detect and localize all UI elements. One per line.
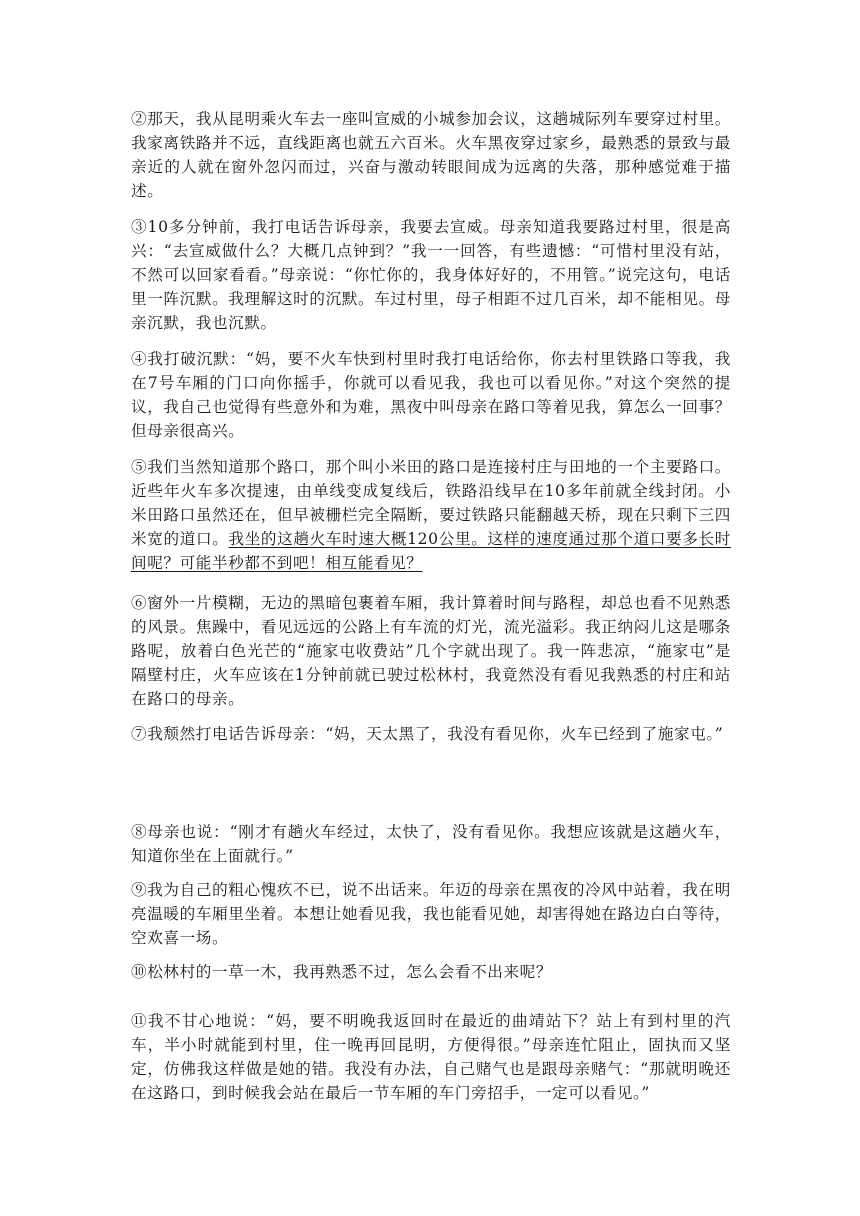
paragraph-10 [131, 960, 731, 984]
paragraph-9-text: ⑨我为自己的粗心愧疚不已，说不出话来。年迈的母亲在黑夜的冷风中站着，我在明亮温暖的车厢里坐着。本想让她看见我，我也能看见她，却害得她在路边白白等待，空欢喜一场。 [131, 881, 731, 947]
paragraph-8-text: ⑧母亲也说：“刚才有趟火车经过，太快了，没有看见你。我想应该就是这趟火车，知道你坐在上面就行。” [131, 823, 731, 865]
paragraph-7 [131, 722, 731, 746]
paragraph-6-text: ⑥窗外一片模糊，无边的黑暗包裹着车厢，我计算着时间与路程，却总也看不见熟悉的风景。焦躁中，看见远远的公路上有车流的灯光，流光溢彩。我正纳闷儿这是哪条路呢，放着白色光芒的“施家屯收费站”几个字就出现了。我一阵悲凉，“施家屯”是隔壁村庄，火车应该在1分钟前就已驶过松林村，我竟然没有看见我熟悉的村庄和站在路口的母亲。 [131, 594, 731, 708]
paragraph-2 [131, 107, 731, 203]
paragraph-4-text: ④我打破沉默：“妈，要不火车快到村里时我打电话给你，你去村里铁路口等我，我在7号车厢的门口向你摇手，你就可以看见我，我也可以看见你。”对这个突然的提议，我自己也觉得有些意外和为难，黑夜中叫母亲在路口等着见我，算怎么一回事？但母亲很高兴。 [131, 350, 731, 440]
paragraph-5 [131, 455, 731, 575]
paragraph-5-underlined-text: 我坐的这趟火车时速大概120公里。这样的速度通过那个道口要多长时间呢？可能半秒都不到吧！相互能看见？ [131, 530, 731, 572]
paragraph-6 [131, 591, 731, 711]
paragraph-3 [131, 215, 731, 335]
paragraph-9 [131, 878, 731, 950]
paragraph-3-text: ③10多分钟前，我打电话告诉母亲，我要去宣威。母亲知道我要路过村里，很是高兴：“去宣威做什么？大概几点钟到？”我一一回答，有些遗憾：“可惜村里没有站，不然可以回家看看。”母亲说：“你忙你的，我身体好好的，不用管。”说完这句，电话里一阵沉默。我理解这时的沉默。车过村里，母子相距不过几百米，却不能相见。母亲沉默，我也沉默。 [131, 218, 731, 332]
paragraph-4 [131, 347, 731, 443]
paragraph-11-text: ⑪我不甘心地说：“妈，要不明晚我返回时在最近的曲靖站下？站上有到村里的汽车，半小时就能到村里，住一晚再回昆明，方便得很。”母亲连忙阻止，固执而又坚定，仿佛我这样做是她的错。我没有办法，自己赌气也是跟母亲赌气：“那就明晚还在这路口，到时候我会站在最后一节车厢的车门旁招手，一定可以看见。” [131, 1012, 731, 1102]
paragraph-5-text: ⑤我们当然知道那个路口，那个叫小米田的路口是连接村庄与田地的一个主要路口。近些年火车多次提速，由单线变成复线后，铁路沿线早在10多年前就全线封闭。小米田路口虽然还在，但早被栅栏完全隔断，要过铁路只能翻越天桥，现在只剩下三四米宽的道口。 [131, 458, 731, 548]
paragraph-2-text: ②那天，我从昆明乘火车去一座叫宣威的小城参加会议，这趟城际列车要穿过村里。我家离铁路并不远，直线距离也就五六百米。火车黑夜穿过家乡，最熟悉的景致与最亲近的人就在窗外忽闪而过，兴奋与激动转眼间成为远离的失落，那种感觉难于描述。 [131, 110, 731, 200]
paragraph-11 [131, 1009, 731, 1105]
paragraph-8 [131, 820, 731, 868]
paragraph-10-text: ⑩松林村的一草一木，我再熟悉不过，怎么会看不出来呢？ [131, 963, 553, 981]
paragraph-7-text: ⑦我颓然打电话告诉母亲：“妈，天太黑了，我没有看见你，火车已经到了施家屯。” [131, 725, 724, 743]
